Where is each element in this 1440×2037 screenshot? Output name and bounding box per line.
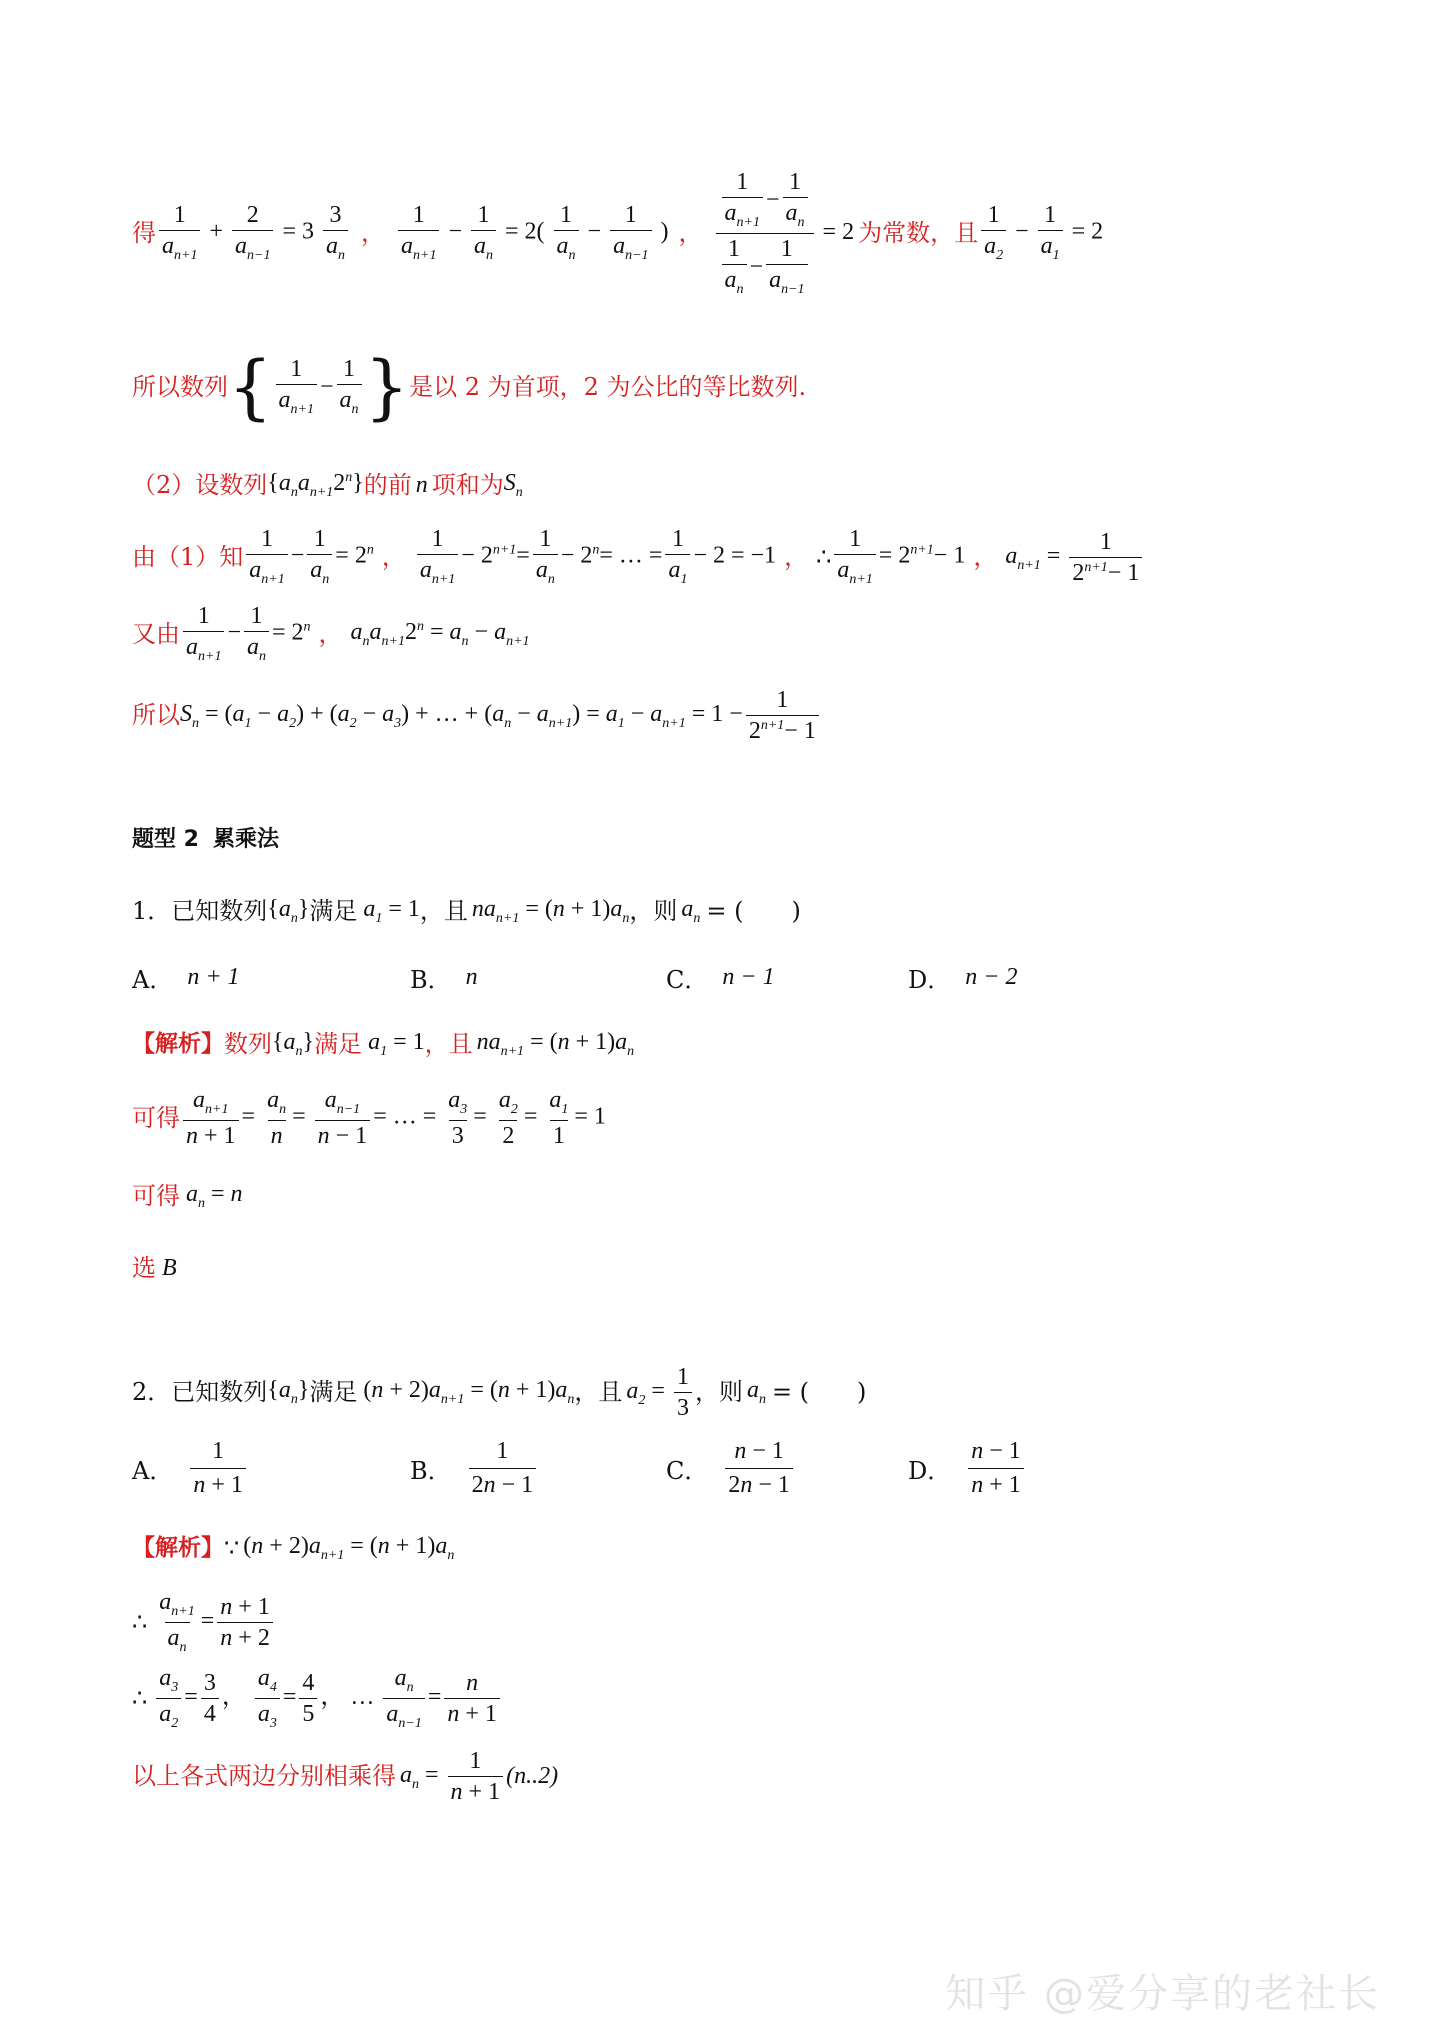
q2-option-b[interactable]: B． $\frac{1}{2n - 1}$ bbox=[410, 1438, 539, 1499]
q2-analysis-tag: 【解析】 bbox=[132, 1534, 224, 1561]
text-you1: 由（1）知 bbox=[132, 543, 244, 571]
setup-text-2: 的前 bbox=[363, 471, 412, 499]
q2-final: 以上各式两边分别相乘得 $a_n$ = $\frac{1}{n + 1}$ (n..2) bbox=[132, 1747, 559, 1805]
q1-blank: = ( ) bbox=[706, 897, 801, 925]
text-const: 为常数，且 bbox=[858, 219, 979, 247]
q2-ratio: ∴ $\frac{a_{n+1}}{a_n}$ = $\frac{n + 1}{n + 2}$ bbox=[132, 1590, 276, 1654]
part2-derivation-2: 又由 $\frac{1}{a_{n+1}}$ − $\frac{1}{a_n}$ = $2^n$ ， $a_na_{n+1}2^n = a_n - a_{n+1}$ bbox=[132, 603, 530, 664]
q1-analysis-1: 数列 bbox=[224, 1030, 272, 1058]
eq-2: = 2 bbox=[822, 218, 855, 245]
q1-answer bbox=[132, 1250, 177, 1286]
q2-stem-3: ，且 bbox=[574, 1378, 623, 1406]
q1-analysis-tag: 【解析】 bbox=[132, 1030, 224, 1057]
part2-setup: （2）设数列 $\{a_na_{n+1}2^n\}$ 的前 n 项和为 $S_n$ bbox=[132, 469, 523, 500]
q1-analysis-3: ，且 bbox=[424, 1030, 473, 1058]
q2-blank: = ( ) bbox=[771, 1378, 867, 1406]
q1-option-b[interactable]: B． n bbox=[410, 964, 478, 994]
q1-stem-1: 已知数列 bbox=[171, 897, 268, 925]
sep-2: ， bbox=[678, 219, 703, 247]
sep-1: ， bbox=[361, 219, 385, 247]
therefore-2: ∴ bbox=[132, 1608, 148, 1636]
text-suoyi-2: 所以 bbox=[132, 701, 180, 729]
section-subtitle: 累乘法 bbox=[212, 827, 279, 852]
because-symbol: ∵ bbox=[224, 1534, 240, 1562]
question-2-stem: 2． 已知数列 $\{a_n\}$ 满足 $(n + 2)a_{n+1} = (n + 1)a_n$ ，且 $a_2$ = $\frac{1}{3}$ ，则 $a_n$ = ( ) bbox=[132, 1363, 867, 1421]
eq-3: = 3 bbox=[282, 218, 314, 245]
q1-stem-2: 满足 bbox=[309, 897, 358, 925]
q1-stem-3: ，且 bbox=[419, 897, 468, 925]
section-number: 题型 2 bbox=[132, 827, 199, 852]
q2-ratios-list: ∴ $\frac{a_3}{a_2}$ = $\frac{3}{4}$ ， $\frac{a_4}{a_3}$ = $\frac{4}{5}$ ， … $\frac{a_n}{a_{n-1}}$ = $\frac{n}{n + 1}$ bbox=[132, 1666, 503, 1730]
q1-option-a[interactable]: A． n + 1 bbox=[132, 964, 240, 994]
q2-option-c[interactable]: C． $\frac{n - 1}{2n - 1}$ bbox=[666, 1438, 796, 1499]
text-suoyi: 所以数列 bbox=[132, 373, 228, 401]
part2-sum: 所以 $S_n = (a_1 - a_2) + (a_2 - a_3)$ + … + $(a_n - a_{n+1}) = a_1 - a_{n+1} = 1$ − $\frac{1}{2^{n+1}- 1}$ bbox=[132, 683, 822, 747]
q2-condition: (n..2) bbox=[506, 1763, 559, 1789]
setup-text: （2）设数列 bbox=[132, 471, 268, 499]
q1-num: 1． bbox=[132, 897, 172, 925]
q1-answer-letter: B bbox=[162, 1255, 177, 1281]
watermark: 知乎 @爱分享的老社长 bbox=[945, 1971, 1380, 2017]
q1-analysis: 【解析】 数列 $\{a_n\}$ 满足 $a_1 = 1$ ，且 $na_{n+1} = (n + 1)a_n$ bbox=[132, 1028, 635, 1059]
q1-kede: 可得 bbox=[132, 1104, 180, 1132]
recurrence-line: 得 $\frac{1}{a_{n+1}}$ + $\frac{2}{a_{n-1}}$ = 3 $\frac{3}{a_n}$ ， $\frac{1}{a_{n+1}}$ − $\frac{1}{a_n}$ = 2( $\frac{1}{a_n}$ − $\frac{1}{a_{n-1}}$ ) ， $\frac{1}{a_{n+1}}$ − $\frac{1}{a_n}$ $\frac{1}{a_n}$ − $\frac{1}{a_{n-1}}$ = 2 为常数，且 $\frac{1}{a_2}$ − $\frac{1}{a_1}$ = 2 bbox=[132, 168, 1104, 297]
q1-stem-4: ，则 bbox=[629, 897, 678, 925]
q1-kede-2: 可得 bbox=[132, 1182, 180, 1210]
q2-stem-2: 满足 bbox=[309, 1378, 358, 1406]
q2-stem-1: 已知数列 bbox=[171, 1378, 268, 1406]
q1-option-c[interactable]: C． n − 1 bbox=[666, 964, 775, 994]
part2-derivation-1: 由（1）知 $\frac{1}{a_{n+1}}$ − $\frac{1}{a_n}$ = $2^n$ ， $\frac{1}{a_{n+1}}$ − $2^{n+1}=$ $\frac{1}{a_n}$ − $2^n=$ … = $\frac{1}{a_1}$ − 2 = −1 ， ∴ $\frac{1}{a_{n+1}}$ = $2^{n+1}- 1$ ， $a_{n+1}$ = $\frac{1}{2^{n+1}- 1}$ bbox=[132, 525, 1145, 589]
text-geo: 是以 2 为首项，2 为公比的等比数列. bbox=[409, 373, 807, 401]
geometric-conclusion: 所以数列 { $\frac{1}{a_{n+1}}$ − $\frac{1}{a_n}$ } 是以 2 为首项，2 为公比的等比数列. bbox=[132, 345, 807, 428]
q1-product-chain: 可得 $\frac{a_{n+1}}{n + 1}$ = $\frac{a_n}{n}$ = $\frac{a_{n-1}}{n - 1}$ = … = $\frac{a_3}{3}$ = $\frac{a_2}{2}$ = $\frac{a_1}{1}$ = 1 bbox=[132, 1087, 606, 1149]
q1-analysis-2: 满足 bbox=[314, 1030, 363, 1058]
text-youyou: 又由 bbox=[132, 620, 180, 648]
q2-stem-4: ，则 bbox=[694, 1378, 743, 1406]
therefore-3: ∴ bbox=[132, 1684, 148, 1712]
q2-option-a[interactable]: A． $\frac{1}{n + 1}$ bbox=[132, 1438, 249, 1499]
q1-answer-word: 选 bbox=[132, 1254, 156, 1282]
q2-num: 2． bbox=[132, 1378, 172, 1406]
q2-option-d[interactable]: D． $\frac{n - 1}{n + 1}$ bbox=[908, 1438, 1027, 1499]
question-1-stem: 1． 已知数列 $\{a_n\}$ 满足 $a_1 = 1$ ，且 $na_{n+1} = (n + 1)a_n$ ，则 $a_n$ = ( ) bbox=[132, 895, 801, 926]
q1-result: 可得 $a_n = n$ bbox=[132, 1180, 243, 1211]
text-de: 得 bbox=[132, 219, 156, 247]
q2-final-text: 以上各式两边分别相乘得 bbox=[132, 1762, 396, 1790]
setup-text-3: 项和为 bbox=[431, 471, 504, 499]
q2-analysis: 【解析】 ∵ $(n + 2)a_{n+1} = (n + 1)a_n$ bbox=[132, 1532, 455, 1563]
q1-option-d[interactable]: D． n − 2 bbox=[908, 964, 1018, 994]
section-title bbox=[132, 825, 279, 855]
therefore-1: ∴ bbox=[816, 543, 832, 571]
